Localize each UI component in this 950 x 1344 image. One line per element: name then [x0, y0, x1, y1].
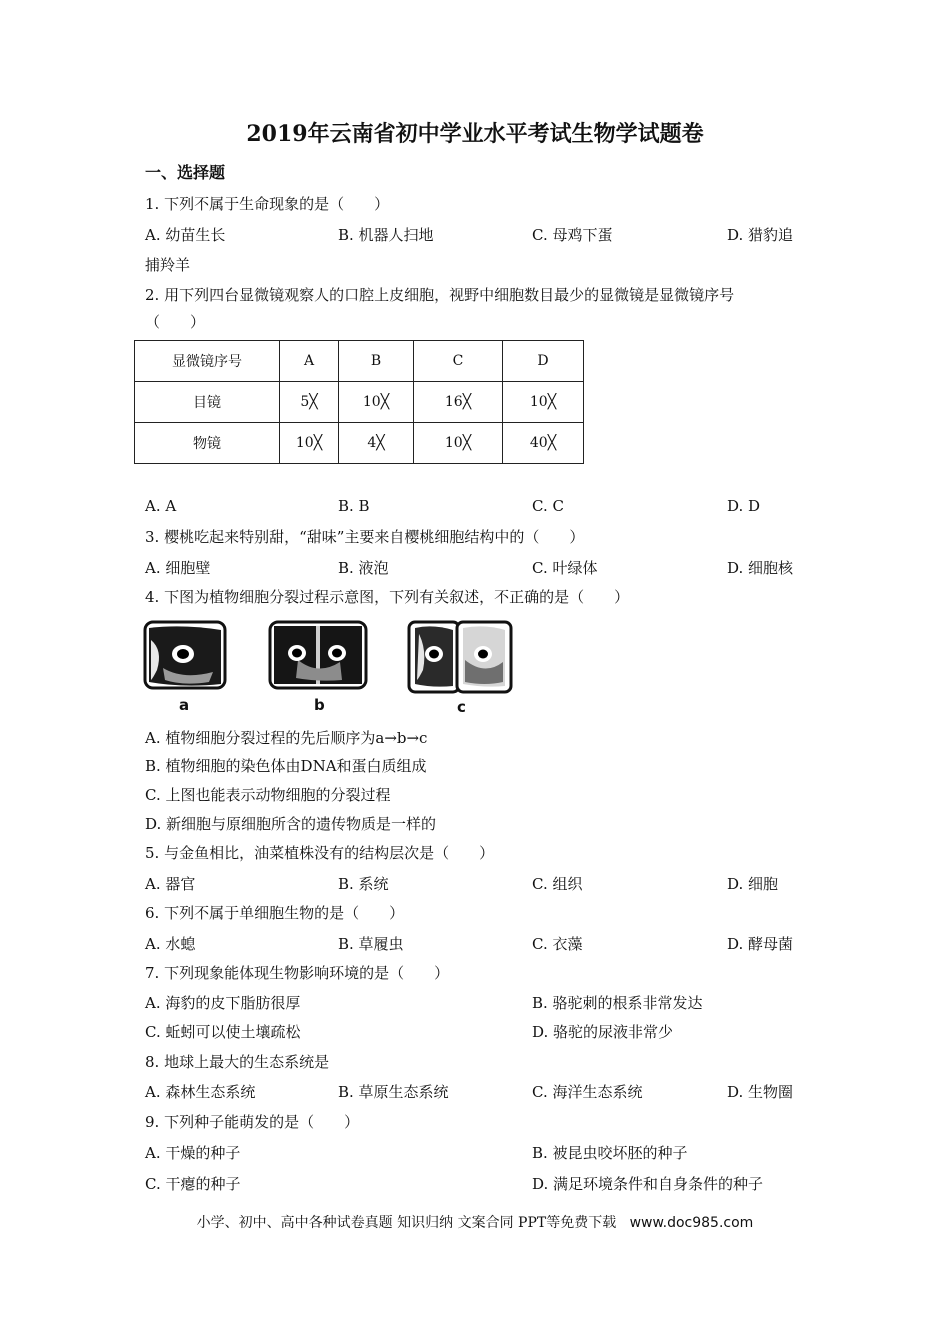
footer-link[interactable]: www.doc985.com	[629, 1215, 754, 1231]
question-7-option-b: B. 骆驼刺的根系非常发达	[532, 994, 703, 1012]
question-1-option-a: A. 幼苗生长	[145, 226, 226, 244]
table-cell: 16╳	[414, 382, 503, 423]
question-9-option-c: C. 干瘪的种子	[145, 1175, 241, 1193]
table-cell: B	[339, 341, 414, 382]
question-5-stem: 5. 与金鱼相比，油菜植株没有的结构层次是（ ）	[145, 844, 495, 862]
question-4-option-d: D. 新细胞与原细胞所含的遗传物质是一样的	[145, 815, 437, 833]
cell-diagram-b	[268, 620, 368, 716]
table-row	[135, 423, 584, 464]
question-2-option-a: A. A	[145, 497, 177, 515]
question-1-option-b: B. 机器人扫地	[338, 226, 434, 244]
question-2-option-d: D. D	[727, 497, 761, 515]
question-2-stem-cont: （ ）	[145, 313, 206, 331]
question-6-option-c: C. 衣藻	[532, 935, 583, 953]
question-9-option-d: D. 满足环境条件和自身条件的种子	[532, 1175, 764, 1193]
table-row	[135, 382, 584, 423]
question-8-option-a: A. 森林生态系统	[145, 1083, 256, 1101]
question-4-option-c: C. 上图也能表示动物细胞的分裂过程	[145, 786, 391, 804]
table-cell: 40╳	[503, 423, 584, 464]
table-cell: 10╳	[503, 382, 584, 423]
question-1-stem: 1. 下列不属于生命现象的是（ ）	[145, 195, 390, 213]
question-8-option-b: B. 草原生态系统	[338, 1083, 449, 1101]
question-8-option-d: D. 生物圈	[727, 1083, 794, 1101]
question-3-option-d: D. 细胞核	[727, 559, 794, 577]
section-heading: 一、选择题	[145, 163, 226, 182]
question-6-option-a: A. 水螅	[145, 935, 196, 953]
question-1-option-d: D. 猎豹追	[727, 226, 794, 244]
page-footer	[0, 1212, 950, 1232]
question-3-stem: 3. 樱桃吃起来特别甜，“甜味”主要来自樱桃细胞结构中的（ ）	[145, 528, 585, 546]
page-title: 2019年云南省初中学业水平考试生物学试题卷	[246, 121, 704, 147]
table-cell: 目镜	[135, 382, 280, 423]
cell-diagram-a	[143, 620, 227, 716]
question-7-option-c: C. 蚯蚓可以使土壤疏松	[145, 1023, 301, 1041]
footer-text: 小学、初中、高中各种试卷真题 知识归纳 文案合同 PPT等免费下载	[196, 1215, 617, 1231]
table-cell: 4╳	[339, 423, 414, 464]
table-cell: 物镜	[135, 423, 280, 464]
question-5-option-c: C. 组织	[532, 875, 583, 893]
cell-diagram-c	[407, 620, 515, 720]
cell-label-b: b	[314, 696, 325, 714]
cell-label-c: c	[457, 698, 466, 716]
table-cell: A	[280, 341, 339, 382]
table-cell: 10╳	[280, 423, 339, 464]
table-cell: D	[503, 341, 584, 382]
question-1-option-d-cont: 捕羚羊	[145, 256, 191, 274]
question-7-option-a: A. 海豹的皮下脂肪很厚	[145, 994, 301, 1012]
question-7-stem: 7. 下列现象能体现生物影响环境的是（ ）	[145, 964, 450, 982]
question-2-stem: 2. 用下列四台显微镜观察人的口腔上皮细胞，视野中细胞数目最少的显微镜是显微镜序号	[145, 286, 735, 304]
question-9-option-b: B. 被昆虫咬坏胚的种子	[532, 1144, 688, 1162]
table-row	[135, 341, 584, 382]
question-8-stem: 8. 地球上最大的生态系统是	[145, 1053, 330, 1071]
question-4-option-b: B. 植物细胞的染色体由DNA和蛋白质组成	[145, 757, 427, 775]
question-6-option-b: B. 草履虫	[338, 935, 404, 953]
question-2-option-c: C. C	[532, 497, 564, 515]
question-3-option-a: A. 细胞壁	[145, 559, 211, 577]
table-cell: 10╳	[339, 382, 414, 423]
table-cell: 10╳	[414, 423, 503, 464]
question-5-option-b: B. 系统	[338, 875, 389, 893]
question-6-option-d: D. 酵母菌	[727, 935, 794, 953]
table-cell: 显微镜序号	[135, 341, 280, 382]
cell-label-a: a	[179, 696, 190, 714]
question-7-option-d: D. 骆驼的尿液非常少	[532, 1023, 674, 1041]
microscope-table	[134, 340, 584, 464]
question-5-option-d: D. 细胞	[727, 875, 779, 893]
question-3-option-c: C. 叶绿体	[532, 559, 598, 577]
question-4-stem: 4. 下图为植物细胞分裂过程示意图，下列有关叙述，不正确的是（ ）	[145, 588, 630, 606]
question-3-option-b: B. 液泡	[338, 559, 389, 577]
question-2-option-b: B. B	[338, 497, 370, 515]
question-6-stem: 6. 下列不属于单细胞生物的是（ ）	[145, 904, 405, 922]
question-5-option-a: A. 器官	[145, 875, 196, 893]
question-8-option-c: C. 海洋生态系统	[532, 1083, 643, 1101]
question-4-option-a: A. 植物细胞分裂过程的先后顺序为a→b→c	[145, 729, 428, 747]
question-9-option-a: A. 干燥的种子	[145, 1144, 241, 1162]
question-1-option-c: C. 母鸡下蛋	[532, 226, 613, 244]
question-9-stem: 9. 下列种子能萌发的是（ ）	[145, 1113, 360, 1131]
table-cell: 5╳	[280, 382, 339, 423]
table-cell: C	[414, 341, 503, 382]
